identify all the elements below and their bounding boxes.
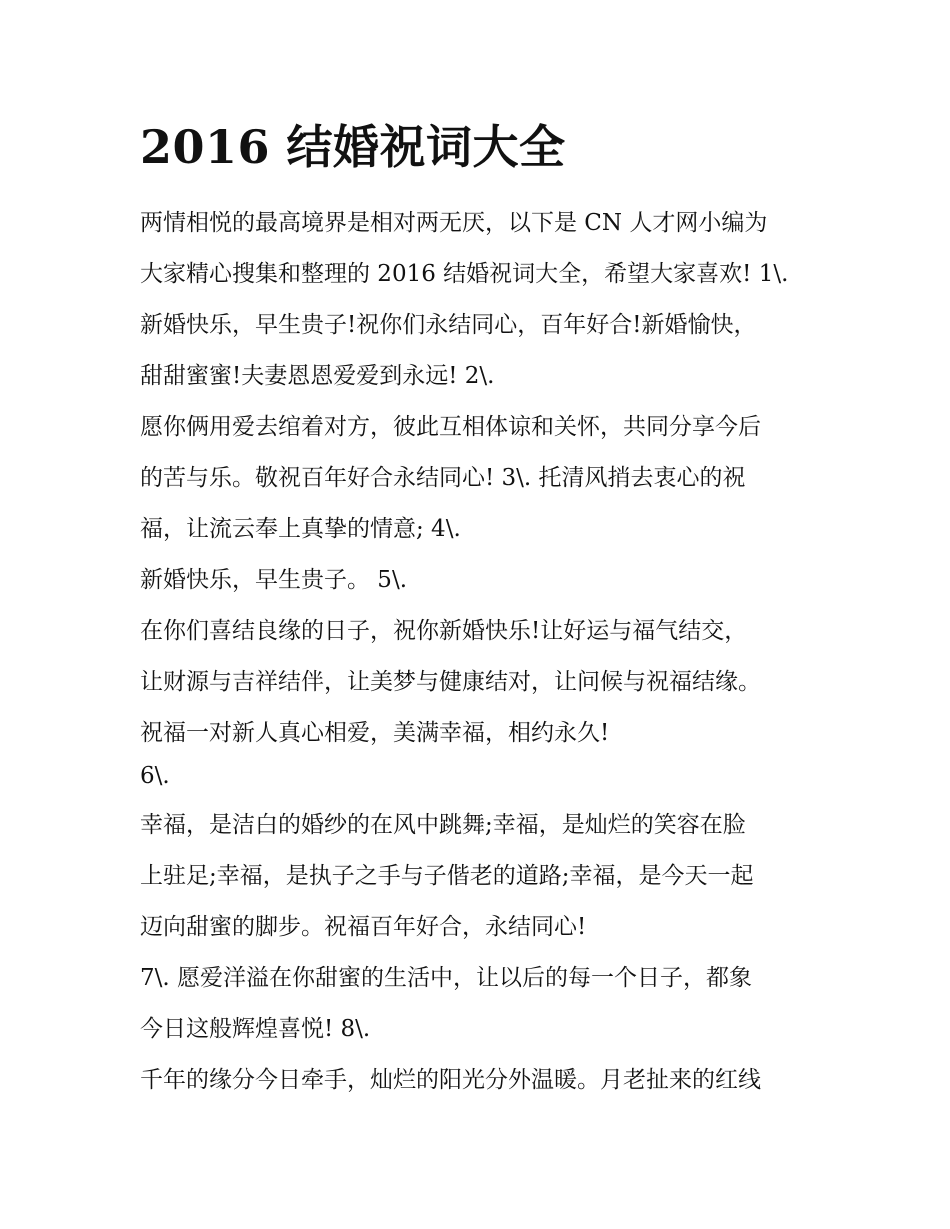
text-line: 两情相悦的最高境界是相对两无厌，以下是 CN 人才网小编为: [140, 210, 768, 236]
text-line: 7\. 愿爱洋溢在你甜蜜的生活中，让以后的每一个日子，都象: [140, 965, 753, 991]
text-line: 福，让流云奉上真挚的情意; 4\.: [140, 516, 461, 542]
text-line: 新婚快乐，早生贵子!祝你们永结同心，百年好合!新婚愉快，: [140, 312, 757, 338]
text-line: 的苦与乐。敬祝百年好合永结同心! 3\. 托清风捎去衷心的祝: [140, 465, 746, 491]
text-line: 新婚快乐，早生贵子。 5\.: [140, 567, 408, 593]
text-line: 6\.: [140, 763, 170, 789]
text-line: 大家精心搜集和整理的 2016 结婚祝词大全，希望大家喜欢! 1\.: [140, 261, 789, 287]
page-title: 2016 结婚祝词大全: [140, 120, 566, 174]
text-line: 幸福，是洁白的婚纱的在风中跳舞;幸福，是灿烂的笑容在脸: [140, 812, 746, 838]
text-line: 愿你俩用爱去绾着对方，彼此互相体谅和关怀，共同分享今后: [140, 414, 761, 440]
text-line: 甜甜蜜蜜!夫妻恩恩爱爱到永远! 2\.: [140, 363, 495, 389]
text-line: 迈向甜蜜的脚步。祝福百年好合，永结同心!: [140, 914, 587, 940]
text-line: 上驻足;幸福，是执子之手与子偕老的道路;幸福，是今天一起: [140, 863, 754, 889]
text-line: 千年的缘分今日牵手，灿烂的阳光分外温暖。月老扯来的红线: [140, 1067, 761, 1093]
text-line: 祝福一对新人真心相爱，美满幸福，相约永久!: [140, 720, 610, 746]
text-line: 让财源与吉祥结伴，让美梦与健康结对，让问候与祝福结缘。: [140, 669, 761, 695]
text-line: 今日这般辉煌喜悦! 8\.: [140, 1016, 371, 1042]
text-line: 在你们喜结良缘的日子，祝你新婚快乐!让好运与福气结交，: [140, 618, 748, 644]
